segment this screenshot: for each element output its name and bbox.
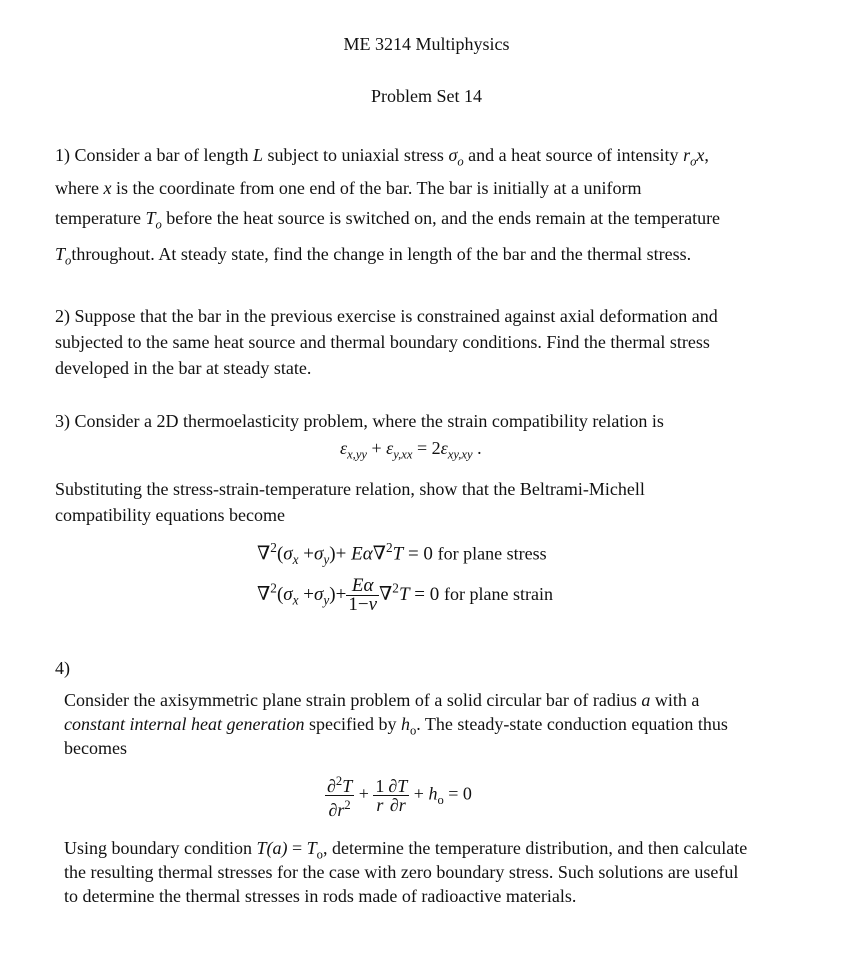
p4-line1: Consider the axisymmetric plane strain problem of a solid circular bar of radius a with a [64,690,700,710]
p4-number: 4) [55,658,70,678]
p3-compatibility-equation: $\varepsilon_{x,yy} + \varepsilon_{y,xx} = 2\varepsilon_{xy,xy}$ . [340,438,482,462]
p1-line3: temperature $T_o$ before the heat source is switched on, and the ends remain at the temperature [55,208,721,232]
p4-line2: constant internal heat generation specified by $h_o$. The steady-state conduction equation thus [64,714,728,738]
course-title: ME 3214 Multiphysics [343,34,510,54]
p4-line4: Using boundary condition $T(a) = T_o$, determine the temperature distribution, and then calculate [64,838,748,862]
p2-line3: developed in the bar at steady state. [55,358,312,378]
p4-line6: to determine the thermal stresses in rods made of radioactive materials. [64,886,577,906]
p4-line5: the resulting thermal stresses for the case with zero boundary stress. Such solutions are useful [64,862,739,882]
p1-line1: 1) Consider a bar of length L subject to uniaxial stress $\sigma_o$ and a heat source of intensity $r_ox$, [55,145,709,169]
p3-line2: Substituting the stress-strain-temperature relation, show that the Beltrami-Michell [55,479,645,499]
p3-plane-stress-equation: $\nabla^2(\sigma_x +\sigma_y)+ E\alpha\nabla^2T = 0$ for plane stress [257,540,547,568]
p3-line1: 3) Consider a 2D thermoelasticity problem, where the strain compatibility relation is [55,411,664,431]
p2-line1: 2) Suppose that the bar in the previous exercise is constrained against axial deformation and [55,306,718,326]
p3-plane-strain-equation: $\nabla^2(\sigma_x +\sigma_y)+$ $\frac{E\alpha}{1-\nu}$ ∇$^2$T = 0 for plane strain [257,575,553,615]
p1-line2: where x is the coordinate from one end of the bar. The bar is initially at a uniform [55,178,642,198]
p3-line3: compatibility equations become [55,505,285,525]
p4-line3: becomes [64,738,127,758]
p1-line4: $T_othroughout$. At steady state, find the change in length of the bar and the thermal stress. [55,244,692,268]
problem-set-title: Problem Set 14 [371,86,482,106]
p4-conduction-equation: $\frac{\partial^2T}{\partial r^2}$ + $\frac{1}{r}$ $\frac{\partial T}{\partial r}$ + $h_o = 0$ [327,774,472,820]
p2-line2: subjected to the same heat source and thermal boundary conditions. Find the thermal stress [55,332,710,352]
